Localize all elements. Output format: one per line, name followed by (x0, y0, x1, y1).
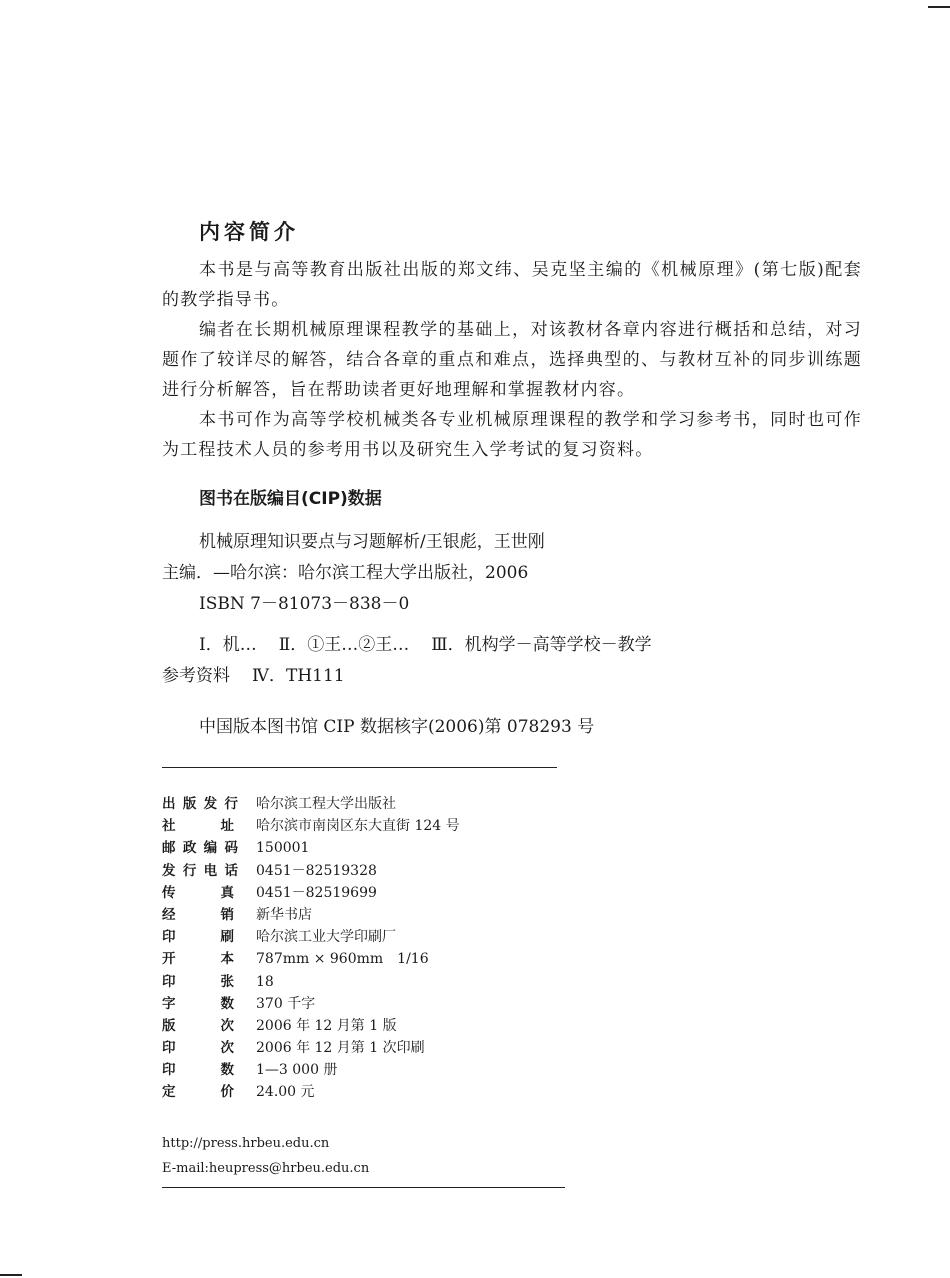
imprint-row (162, 882, 460, 904)
imprint-table (162, 793, 460, 1104)
imprint-row (162, 993, 460, 1015)
cip-class-2: Ⅱ．①王…②王… (278, 635, 410, 655)
imprint-label: 邮政编码 (162, 840, 238, 857)
imprint-value: 150001 (256, 840, 310, 857)
intro-paragraph: 本书是与高等教育出版社出版的郑文纬、吴克坚主编的《机械原理》(第七版)配套的教学指导书。 (162, 260, 862, 310)
imprint-value: 哈尔滨工业大学印刷厂 (256, 929, 396, 946)
divider-top (162, 767, 557, 768)
imprint-label: 印次 (162, 1040, 234, 1057)
cip-classification (162, 630, 762, 692)
cip-number: 中国版本图书馆 CIP 数据核字(2006)第 078293 号 (199, 717, 595, 737)
imprint-value: 0451－82519328 (256, 862, 377, 879)
cip-number-block (162, 712, 762, 743)
scan-corner-mark (928, 6, 950, 8)
imprint-label: 定价 (162, 1084, 234, 1101)
cip-line: 机械原理知识要点与习题解析/王银彪，王世刚 (199, 532, 545, 552)
imprint-row (162, 793, 460, 815)
intro-paragraph: 编者在长期机械原理课程教学的基础上，对该教材各章内容进行概括和总结，对习题作了较详尽的解答，结合各章的重点和难点，选择典型的、与教材互补的同步训练题进行分析解答，旨在帮助读者更好地理解和掌握教材内容。 (162, 320, 862, 400)
imprint-value: 787mm × 960mm 1/16 (256, 951, 429, 968)
imprint-row (162, 948, 460, 970)
imprint-row (162, 837, 460, 859)
imprint-label: 出版发行 (162, 796, 238, 812)
cip-title: 图书在版编目(CIP)数据 (199, 489, 382, 509)
imprint-row (162, 926, 460, 948)
cip-class-1: Ⅰ．机… (199, 635, 257, 655)
imprint-label: 印数 (162, 1062, 234, 1079)
imprint-value: 24.00 元 (256, 1084, 315, 1101)
imprint-row (162, 1059, 460, 1081)
imprint-label: 传真 (162, 884, 234, 901)
cip-class-3-cont: 参考资料 (162, 666, 230, 686)
scan-corner-mark (0, 1274, 22, 1276)
imprint-row (162, 1015, 460, 1037)
imprint-value: 0451－82519699 (256, 884, 377, 901)
cip-isbn: ISBN 7－81073－838－0 (199, 594, 410, 614)
imprint-value: 2006 年 12 月第 1 版 (256, 1017, 397, 1034)
imprint-value: 2006 年 12 月第 1 次印刷 (256, 1040, 425, 1057)
imprint-label: 开本 (162, 951, 234, 968)
imprint-row (162, 1037, 460, 1059)
imprint-label: 经销 (162, 906, 234, 923)
imprint-value: 哈尔滨工程大学出版社 (256, 796, 396, 812)
imprint-value: 1—3 000 册 (256, 1062, 338, 1079)
imprint-value: 370 千字 (256, 995, 316, 1012)
cip-class-3: Ⅲ．机构学－高等学校－教学 (431, 635, 652, 655)
cip-class-4: Ⅳ．TH111 (252, 666, 345, 686)
imprint-label: 字数 (162, 995, 234, 1012)
imprint-label: 社址 (162, 818, 234, 835)
divider-bottom (162, 1187, 565, 1188)
imprint-label: 发行电话 (162, 862, 238, 879)
intro-body (162, 255, 862, 465)
imprint-row (162, 904, 460, 926)
intro-heading: 内容简介 (199, 220, 299, 244)
cip-record (162, 527, 762, 620)
imprint-label: 版次 (162, 1017, 234, 1034)
imprint-label: 印张 (162, 973, 234, 990)
imprint-row (162, 815, 460, 837)
imprint-label: 印刷 (162, 929, 234, 946)
imprint-row (162, 1081, 460, 1103)
publisher-url: http://press.hrbeu.edu.cn (162, 1136, 330, 1151)
intro-paragraph: 本书可作为高等学校机械类各专业机械原理课程的教学和学习参考书，同时也可作为工程技术人员的参考用书以及研究生入学考试的复习资料。 (162, 410, 862, 460)
imprint-value: 18 (256, 973, 274, 990)
cip-line: 主编．—哈尔滨：哈尔滨工程大学出版社，2006 (162, 563, 529, 583)
imprint-row (162, 860, 460, 882)
publisher-email: E-mail:heupress@hrbeu.edu.cn (162, 1161, 370, 1176)
imprint-row (162, 971, 460, 993)
imprint-value: 新华书店 (256, 906, 312, 923)
imprint-value: 哈尔滨市南岗区东大直街 124 号 (256, 818, 460, 835)
